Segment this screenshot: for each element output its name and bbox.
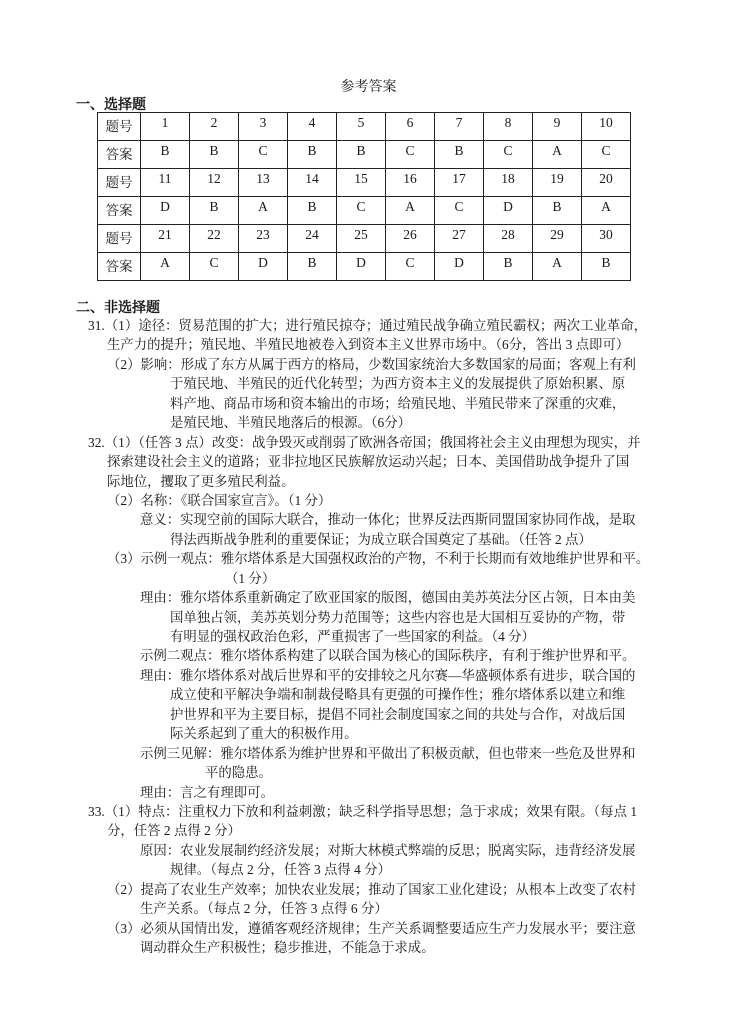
table-cell: 5 xyxy=(337,113,386,141)
table-cell: A xyxy=(239,197,288,225)
text-line: 际关系起到了重大的积极作用。 xyxy=(170,726,358,742)
table-cell: 20 xyxy=(582,169,631,197)
text-line: （1 分） xyxy=(225,570,276,586)
table-cell: D xyxy=(141,197,190,225)
text-line: （2）提高了农业生产效率；加快农业发展；推动了国家工业化建设；从根本上改变了农村 xyxy=(107,881,636,897)
table-cell: B xyxy=(484,253,533,281)
table-cell: A xyxy=(533,253,582,281)
text-line: （3）必须从国情出发，遵循客观经济规律；生产关系调整要适应生产力发展水平；要注意 xyxy=(107,920,636,936)
table-cell: 23 xyxy=(239,225,288,253)
page-title: 参考答案 xyxy=(340,80,397,95)
table-cell: B xyxy=(582,253,631,281)
text-line: 分，任答 2 点得 2 分） xyxy=(107,823,241,839)
table-cell: 1 xyxy=(141,113,190,141)
row-header-cell: 题号 xyxy=(98,113,141,141)
table-cell: 11 xyxy=(141,169,190,197)
table-cell: C xyxy=(337,197,386,225)
text-line: 是殖民地、半殖民地落后的根源。（6分） xyxy=(170,415,412,431)
table-cell: D xyxy=(337,253,386,281)
section-heading-choice: 一、选择题 xyxy=(76,97,146,113)
table-cell: 12 xyxy=(190,169,239,197)
table-cell: D xyxy=(239,253,288,281)
text-line: 于殖民地、半殖民的近代化转型；为西方资本主义的发展提供了原始积累、原 xyxy=(170,376,626,392)
table-cell: D xyxy=(435,253,484,281)
text-line: 国单独占领，美苏英划分势力范围等；这些内容也是大国相互妥协的产物，带 xyxy=(170,609,626,625)
table-cell: B xyxy=(288,253,337,281)
table-cell: B xyxy=(533,197,582,225)
text-line: （3）示例一观点：雅尔塔体系是大国强权政治的产物，不利于长期而有效地维护世界和平。 xyxy=(107,551,650,567)
text-line: 理由：言之有理即可。 xyxy=(140,784,274,800)
table-cell: C xyxy=(190,253,239,281)
table-cell: 14 xyxy=(288,169,337,197)
text-line: 理由：雅尔塔体系对战后世界和平的安排较之凡尔赛—华盛顿体系有进步，联合国的 xyxy=(140,667,636,683)
table-cell: B xyxy=(288,197,337,225)
row-header-cell: 题号 xyxy=(98,169,141,197)
table-cell: 26 xyxy=(386,225,435,253)
table-cell: 28 xyxy=(484,225,533,253)
table-cell: B xyxy=(337,141,386,169)
table-cell: 29 xyxy=(533,225,582,253)
table-cell: 13 xyxy=(239,169,288,197)
table-cell: 17 xyxy=(435,169,484,197)
table-cell: B xyxy=(141,141,190,169)
text-line: 示例二观点：雅尔塔体系构建了以联合国为核心的国际秩序，有利于维护世界和平。 xyxy=(140,648,636,664)
table-row xyxy=(98,225,631,253)
table-cell: 9 xyxy=(533,113,582,141)
text-line: （2）影响：形成了东方从属于西方的格局，少数国家统治大多数国家的局面；客观上有利 xyxy=(107,356,636,372)
row-header-cell: 题号 xyxy=(98,225,141,253)
text-line: 料产地、商品市场和资本输出的市场；给殖民地、半殖民带来了深重的灾难， xyxy=(170,395,626,411)
text-line: 原因：农业发展制约经济发展；对斯大林模式弊端的反思；脱离实际，违背经济发展 xyxy=(140,842,636,858)
table-cell: B xyxy=(190,141,239,169)
table-cell: B xyxy=(435,141,484,169)
text-line: 意义：实现空前的国际大联合，推动一体化；世界反法西斯同盟国家协同作战，是取 xyxy=(140,512,636,528)
table-row xyxy=(98,113,631,141)
row-header-cell: 答案 xyxy=(98,197,141,225)
table-cell: D xyxy=(484,197,533,225)
text-line: 规律。（每点 2 分，任答 3 点得 4 分） xyxy=(170,862,391,878)
text-line: （2）名称：《联合国家宣言》。（1 分） xyxy=(107,492,332,508)
text-line: 示例三见解：雅尔塔体系为维护世界和平做出了积极贡献，但也带来一些危及世界和 xyxy=(140,745,636,761)
text-line: 探索建设社会主义的道路；亚非拉地区民族解放运动兴起；日本、美国借助战争提升了国 xyxy=(107,454,630,470)
table-cell: B xyxy=(288,141,337,169)
table-cell: 24 xyxy=(288,225,337,253)
table-cell: 10 xyxy=(582,113,631,141)
section-heading-nonchoice: 二、非选择题 xyxy=(76,300,160,316)
table-cell: 7 xyxy=(435,113,484,141)
table-cell: C xyxy=(582,141,631,169)
text-line: 生产关系。（每点 2 分，任答 3 点得 6 分） xyxy=(140,901,388,917)
table-cell: 4 xyxy=(288,113,337,141)
text-line: 调动群众生产积极性；稳步推进，不能急于求成。 xyxy=(140,940,435,955)
table-cell: C xyxy=(239,141,288,169)
table-cell: 19 xyxy=(533,169,582,197)
text-line: 成立使和平解决争端和制裁侵略具有更强的可操作性；雅尔塔体系以建立和维 xyxy=(170,687,626,703)
table-cell: 8 xyxy=(484,113,533,141)
table-cell: 6 xyxy=(386,113,435,141)
table-cell: B xyxy=(190,197,239,225)
table-cell: C xyxy=(386,141,435,169)
text-line: 际地位，攫取了更多殖民利益。 xyxy=(107,473,295,489)
table-cell: 3 xyxy=(239,113,288,141)
table-cell: 27 xyxy=(435,225,484,253)
table-cell: 2 xyxy=(190,113,239,141)
table-cell: A xyxy=(386,197,435,225)
table-cell: 21 xyxy=(141,225,190,253)
table-cell: A xyxy=(141,253,190,281)
table-cell: 22 xyxy=(190,225,239,253)
table-row xyxy=(98,253,631,281)
table-cell: C xyxy=(435,197,484,225)
text-line: 有明显的强权政治色彩，严重损害了一些国家的利益。（4 分） xyxy=(170,629,535,644)
table-cell: C xyxy=(484,141,533,169)
answer-table xyxy=(97,112,631,281)
text-line: 33.（1）特点：注重权力下放和利益刺激；缺乏科学指导思想；急于求成；效果有限。（每点 1 xyxy=(88,803,638,819)
text-line: 护世界和平为主要目标，提倡不同社会制度国家之间的共处与合作，对战后国 xyxy=(170,706,626,722)
table-cell: 16 xyxy=(386,169,435,197)
table-cell: 18 xyxy=(484,169,533,197)
table-cell: 25 xyxy=(337,225,386,253)
table-row xyxy=(98,141,631,169)
table-cell: A xyxy=(582,197,631,225)
text-line: 得法西斯战争胜利的重要保证；为成立联合国奠定了基础。（任答 2 点） xyxy=(170,531,592,547)
text-line: 31.（1）途径：贸易范围的扩大；进行殖民掠夺；通过殖民战争确立殖民霸权；两次工业革命， xyxy=(88,318,648,333)
row-header-cell: 答案 xyxy=(98,141,141,169)
text-line: 平的隐患。 xyxy=(205,765,272,781)
text-line: 32.（1）（任答 3 点）改变：战争毁灭或削弱了欧洲各帝国；俄国将社会主义由理想为现实，并 xyxy=(88,434,641,450)
table-row xyxy=(98,169,631,197)
answer-text xyxy=(0,316,737,957)
table-cell: A xyxy=(533,141,582,169)
text-line: 生产力的提升；殖民地、半殖民地被卷入到资本主义世界市场中。（6分，答出 3 点即可） xyxy=(107,337,630,353)
text-line: 理由：雅尔塔体系重新确定了欧亚国家的版图，德国由美苏英法分区占领，日本由美 xyxy=(140,590,636,606)
table-cell: 30 xyxy=(582,225,631,253)
table-cell: C xyxy=(386,253,435,281)
row-header-cell: 答案 xyxy=(98,253,141,281)
table-row xyxy=(98,197,631,225)
table-cell: 15 xyxy=(337,169,386,197)
